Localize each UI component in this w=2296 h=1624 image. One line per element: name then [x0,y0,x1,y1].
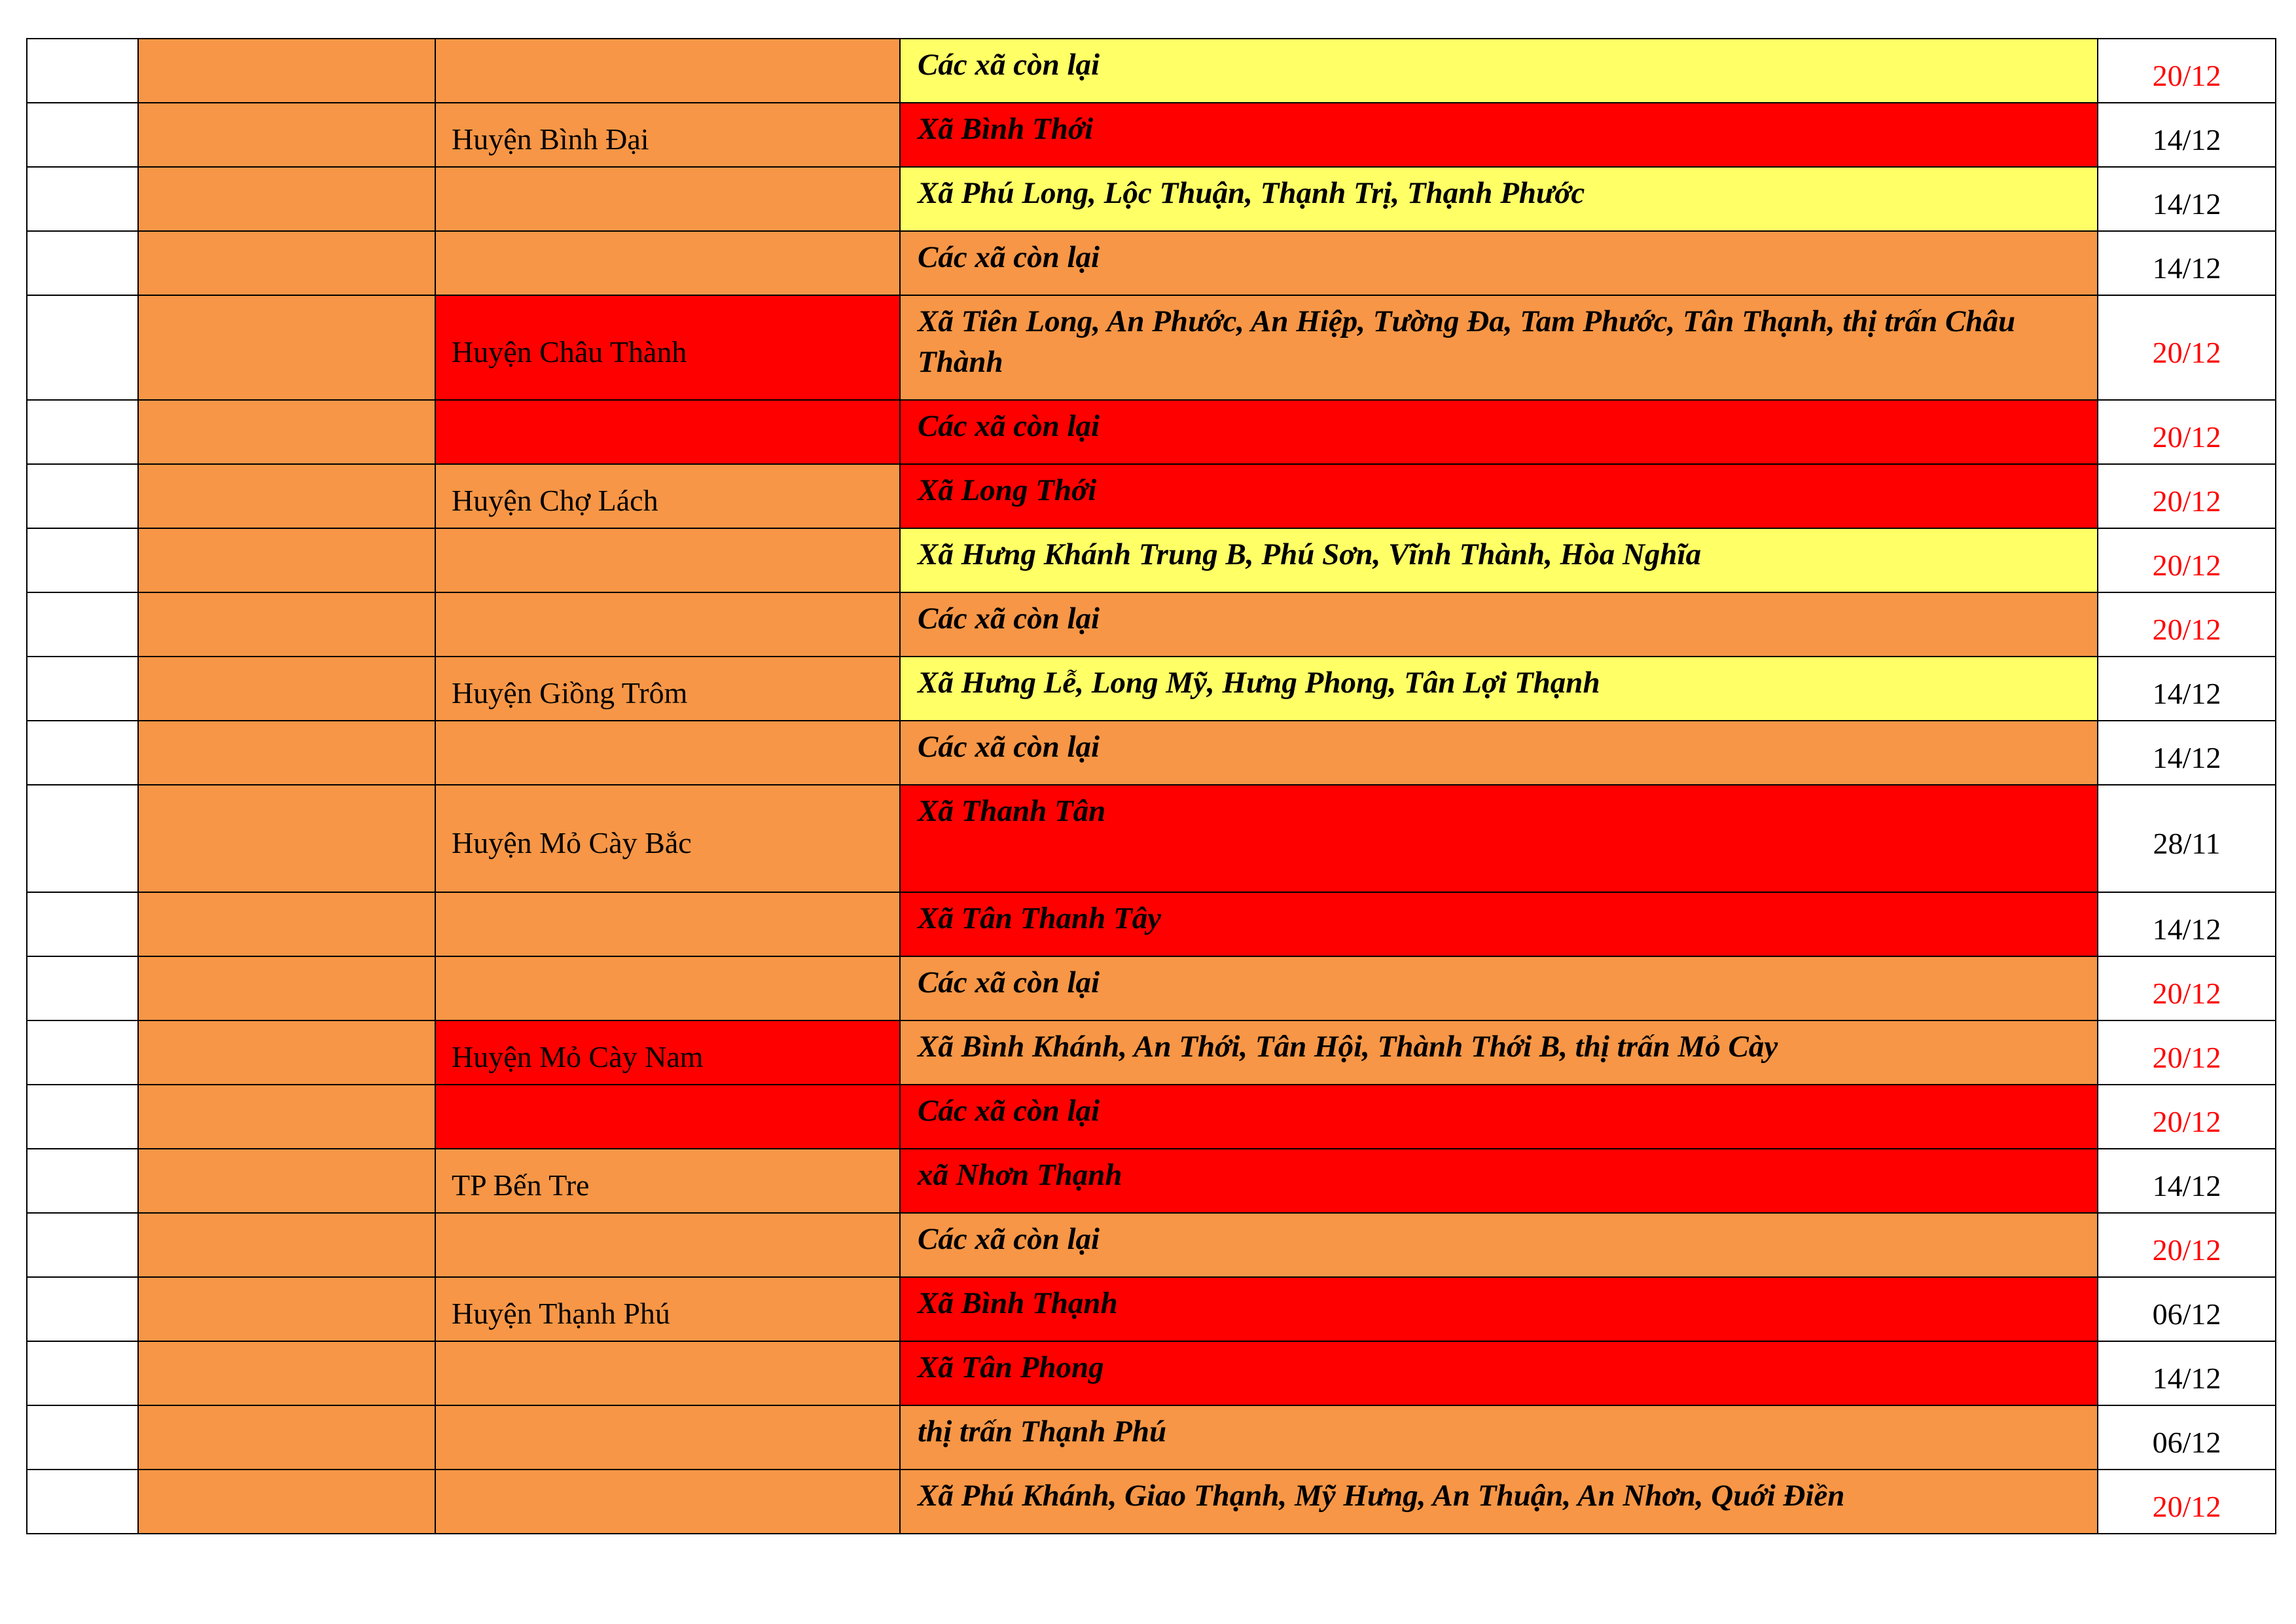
cell-province [138,167,435,231]
cell-province [138,1020,435,1085]
cell-index [27,592,138,657]
cell-province [138,400,435,464]
cell-date: 14/12 [2098,892,2276,956]
cell-date: 14/12 [2098,103,2276,167]
cell-district [435,39,900,103]
table-row [27,956,2276,1020]
cell-area: Xã Bình Khánh, An Thới, Tân Hội, Thành Thới B, thị trấn Mỏ Cày [900,1020,2098,1085]
table-row [27,1085,2276,1149]
cell-index [27,167,138,231]
cell-date: 14/12 [2098,721,2276,785]
cell-province [138,1085,435,1149]
cell-index [27,956,138,1020]
table-body [27,39,2276,1534]
cell-area: xã Nhơn Thạnh [900,1149,2098,1213]
table-row [27,657,2276,721]
cell-province [138,295,435,400]
cell-district: Huyện Thạnh Phú [435,1277,900,1341]
table-row [27,892,2276,956]
cell-province [138,657,435,721]
cell-index [27,1405,138,1470]
cell-district: Huyện Mỏ Cày Nam [435,1020,900,1085]
cell-district [435,400,900,464]
cell-area: Các xã còn lại [900,721,2098,785]
cell-area: Xã Phú Long, Lộc Thuận, Thạnh Trị, Thạnh Phước [900,167,2098,231]
table-row [27,231,2276,295]
cell-date: 20/12 [2098,592,2276,657]
cell-area: Các xã còn lại [900,1085,2098,1149]
cell-index [27,1277,138,1341]
cell-district [435,721,900,785]
cell-area: Xã Tân Phong [900,1341,2098,1405]
cell-date: 20/12 [2098,39,2276,103]
cell-date: 20/12 [2098,528,2276,592]
cell-district [435,231,900,295]
cell-province [138,892,435,956]
cell-province [138,592,435,657]
cell-district: Huyện Chợ Lách [435,464,900,528]
table-row [27,1277,2276,1341]
cell-district [435,1085,900,1149]
cell-district [435,1213,900,1277]
cell-district: TP Bến Tre [435,1149,900,1213]
cell-province [138,1341,435,1405]
cell-province [138,785,435,892]
cell-province [138,528,435,592]
cell-province [138,1470,435,1534]
cell-date: 20/12 [2098,1020,2276,1085]
cell-index [27,1470,138,1534]
cell-date: 14/12 [2098,1341,2276,1405]
cell-district: Huyện Châu Thành [435,295,900,400]
cell-area: Xã Phú Khánh, Giao Thạnh, Mỹ Hưng, An Thuận, An Nhơn, Quới Điền [900,1470,2098,1534]
table-row [27,1341,2276,1405]
table-row [27,167,2276,231]
cell-date: 14/12 [2098,1149,2276,1213]
cell-province [138,1277,435,1341]
cell-district [435,956,900,1020]
cell-district [435,1341,900,1405]
cell-index [27,231,138,295]
table-row [27,1149,2276,1213]
cell-district [435,892,900,956]
cell-district: Huyện Giồng Trôm [435,657,900,721]
cell-area: Xã Hưng Khánh Trung B, Phú Sơn, Vĩnh Thành, Hòa Nghĩa [900,528,2098,592]
cell-district [435,528,900,592]
cell-index [27,1149,138,1213]
table-row [27,39,2276,103]
cell-area: Xã Tiên Long, An Phước, An Hiệp, Tường Đa, Tam Phước, Tân Thạnh, thị trấn Châu Thành [900,295,2098,400]
cell-district [435,167,900,231]
table-row [27,1470,2276,1534]
cell-index [27,892,138,956]
cell-date: 20/12 [2098,1085,2276,1149]
schedule-table [26,38,2276,1534]
cell-province [138,721,435,785]
cell-district [435,592,900,657]
cell-area: thị trấn Thạnh Phú [900,1405,2098,1470]
table-row [27,592,2276,657]
cell-index [27,103,138,167]
cell-index [27,785,138,892]
cell-index [27,1341,138,1405]
cell-date: 14/12 [2098,657,2276,721]
cell-index [27,721,138,785]
cell-date: 14/12 [2098,167,2276,231]
cell-province [138,1405,435,1470]
cell-province [138,1213,435,1277]
table-row [27,721,2276,785]
cell-area: Các xã còn lại [900,592,2098,657]
cell-index [27,1020,138,1085]
cell-index [27,1213,138,1277]
cell-index [27,657,138,721]
cell-province [138,464,435,528]
cell-date: 06/12 [2098,1405,2276,1470]
cell-area: Các xã còn lại [900,39,2098,103]
cell-index [27,464,138,528]
table-row [27,528,2276,592]
cell-area: Xã Hưng Lễ, Long Mỹ, Hưng Phong, Tân Lợi Thạnh [900,657,2098,721]
table-row [27,400,2276,464]
table-row [27,103,2276,167]
table-row [27,785,2276,892]
cell-area: Các xã còn lại [900,231,2098,295]
cell-date: 28/11 [2098,785,2276,892]
cell-province [138,103,435,167]
cell-date: 06/12 [2098,1277,2276,1341]
cell-index [27,528,138,592]
cell-province [138,1149,435,1213]
cell-district [435,1470,900,1534]
table-row [27,464,2276,528]
cell-date: 20/12 [2098,400,2276,464]
cell-district [435,1405,900,1470]
table-row [27,1213,2276,1277]
cell-area: Các xã còn lại [900,1213,2098,1277]
cell-index [27,400,138,464]
cell-province [138,956,435,1020]
cell-date: 20/12 [2098,464,2276,528]
cell-area: Xã Bình Thạnh [900,1277,2098,1341]
cell-date: 20/12 [2098,295,2276,400]
cell-date: 20/12 [2098,956,2276,1020]
cell-index [27,39,138,103]
cell-index [27,295,138,400]
cell-area: Xã Long Thới [900,464,2098,528]
cell-province [138,39,435,103]
cell-district: Huyện Bình Đại [435,103,900,167]
cell-area: Các xã còn lại [900,956,2098,1020]
cell-date: 20/12 [2098,1213,2276,1277]
cell-area: Xã Bình Thới [900,103,2098,167]
cell-index [27,1085,138,1149]
cell-province [138,231,435,295]
table-row [27,1405,2276,1470]
cell-area: Xã Thanh Tân [900,785,2098,892]
cell-area: Các xã còn lại [900,400,2098,464]
cell-date: 20/12 [2098,1470,2276,1534]
cell-area: Xã Tân Thanh Tây [900,892,2098,956]
cell-district: Huyện Mỏ Cày Bắc [435,785,900,892]
table-row [27,1020,2276,1085]
cell-date: 14/12 [2098,231,2276,295]
table-row [27,295,2276,400]
